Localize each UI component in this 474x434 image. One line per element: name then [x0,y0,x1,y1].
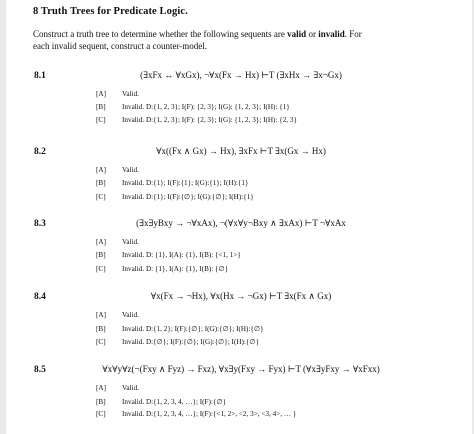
option-tag: [B] [96,251,106,259]
option-tag: [B] [96,325,106,333]
option-b[interactable] [96,397,226,406]
option-text: Valid. [122,166,139,174]
option-text: Valid. [122,238,139,246]
option-c[interactable] [96,410,296,418]
problem-number: 8.4 [34,292,46,302]
option-tag: [A] [96,238,106,246]
option-text: Valid. [122,90,139,98]
instructions-text-1: Construct a truth tree to determine whether the following sequents are [33,29,288,39]
option-tag: [C] [96,265,106,273]
option-text: Invalid. D:{1, 2, 3}; I(F): {2, 3}; I(G): {1, 2, 3}; I(H): {1} [122,103,290,111]
option-a[interactable] [96,311,139,319]
option-text: Valid. [122,311,139,319]
option-text: Invalid. D:{1, 2, 3, 4, …}; I(F):{∅} [122,398,227,406]
option-text: Invalid. D:{1, 2, 3}; I(F): {2, 3}; I(G): {1, 2, 3}; I(H): {2, 3} [122,116,297,124]
option-tag: [A] [96,166,106,174]
option-tag: [C] [96,338,106,346]
instructions-text-end: . For [344,29,362,39]
problem-number: 8.3 [34,219,46,229]
option-tag: [B] [96,179,106,187]
option-tag: [C] [96,193,106,201]
problem-sequent: ∀x((Fx ∧ Gx) → Hx), ∃xFx ⊢T ∃x(Gx → Hx) [156,146,326,156]
option-tag: [C] [96,116,106,124]
option-c[interactable] [96,192,254,201]
problem-number: 8.2 [34,147,46,157]
option-a[interactable] [96,90,139,98]
option-tag: [B] [96,103,106,111]
problem-number: 8.5 [34,365,46,375]
option-text: Invalid. D:{1}; I(F):{∅}; I(G):{∅}; I(H):{1} [122,193,254,201]
section-heading: 8 Truth Trees for Predicate Logic. [33,6,188,17]
option-b[interactable] [96,179,248,187]
option-text: Invalid. D: {1}, I(A): {1}, I(B): {<1, 1>} [122,251,241,259]
option-tag: [A] [96,384,106,392]
option-c[interactable] [96,337,259,346]
instructions-or: or [306,29,319,39]
option-text: Invalid. D: {1}, I(A): {1}, I(B): {∅} [122,265,229,273]
instructions-invalid: invalid [318,29,345,39]
option-text: Invalid. D:{∅}; I(F):{∅}; I(G):{∅}; I(H):{∅} [122,338,260,346]
problem-sequent: ∀x∀y∀z(¬(Fxy ∧ Fyz) → Fxz), ∀x∃y(Fxy → Fyx) ⊢T (∀x∃yFxy → ∀xFxx) [102,364,380,374]
option-text: Invalid. D:{1, 2}; I(F):{∅}; I(G):{∅}; I(H):{∅} [122,325,264,333]
instructions-valid: valid [287,29,307,39]
option-tag: [A] [96,311,106,319]
option-a[interactable] [96,166,139,174]
problem-sequent: (∃x∃yBxy → ¬∀xAx), ¬(∀x∀y¬Bxy ∧ ∃xAx) ⊢T ¬∀xAx [136,218,346,228]
option-text: Valid. [122,384,139,392]
document-page [6,0,472,434]
option-b[interactable] [96,103,290,111]
instructions [33,28,453,52]
option-b[interactable] [96,324,264,333]
instructions-text-2: each invalid sequent, construct a counter-model. [33,41,208,51]
option-tag: [A] [96,90,106,98]
option-text: Invalid. D:{1}; I(F):{1}; I(G):{1}; I(H):{1} [122,179,249,187]
option-tag: [B] [96,398,106,406]
problem-sequent: ∀x(Fx → ¬Hx), ∀x(Hx → ¬Gx) ⊢T ∃x(Fx ∧ Gx) [150,291,332,301]
option-c[interactable] [96,264,228,273]
problem-number: 8.1 [34,71,46,81]
option-text: Invalid. D:{1, 2, 3, 4, …}; I(F):{<1, 2>, <2, 3>, <3, 4>, … } [122,410,297,418]
problem-sequent: (∃xFx ↔ ∀xGx), ¬∀x(Fx → Hx) ⊢T (∃xHx → ∃x¬Gx) [140,70,342,80]
option-b[interactable] [96,251,241,259]
option-a[interactable] [96,384,139,392]
option-c[interactable] [96,116,297,124]
option-a[interactable] [96,238,139,246]
option-tag: [C] [96,410,106,418]
